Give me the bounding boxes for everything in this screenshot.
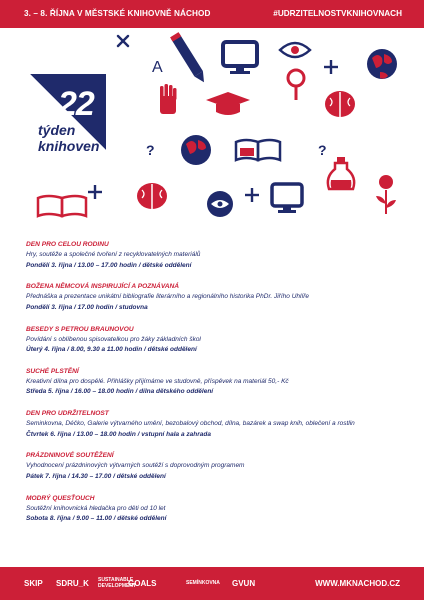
event-title: BESEDY S PETROU BRAUNOVOU [26,325,134,333]
letter-a-icon: A [152,59,163,76]
top-banner [0,0,424,28]
event-item [26,240,406,271]
event-dates: 3. – 8. ŘÍJNA V MĚSTSKÉ KNIHOVNĚ NÁCHOD [24,9,211,18]
event-time: Sobota 8. října / 9.00 – 11.00 / dětské oddělení [26,515,167,523]
globe-icon [367,49,397,79]
event-description: Soutěžní knihovnická hledačka pro děti od 10 let [26,504,166,512]
event-item [26,367,406,398]
event-item [26,494,406,525]
monitor-icon [272,184,302,213]
event-description: Kreativní dílna pro dospělé. Přihlášky přijímáme ve studovně, příspěvek na materiál 50,- Kč [26,377,289,385]
event-description: Seminkovna, Déčko, Galerie výtvarného umění, bezobalový obchod, dílna, bazárek a swap knih, oblečení a rostlin [26,420,355,428]
event-description: Přednáška a prezentace unikátní bibliografie literárního a regionálního historika PhDr. Jiřího Uhlíře [26,293,310,301]
event-title: DEN PRO UDRŽITELNOST [26,410,109,418]
plus-icon [324,60,338,74]
pencil-icon [170,32,208,85]
question-icon: ? [146,142,155,158]
plus-icon [88,185,102,199]
flower-icon [376,175,396,214]
event-time: Čtvrtek 6. října / 13.00 – 18.00 hodin / vstupní hala a zahrada [26,430,211,438]
graduation-cap-icon [206,92,250,115]
event-item [26,451,406,482]
partner-logo-gvun: GVUN [232,579,256,588]
event-title: PRÁZDNINOVÉ SOUTĚŽENÍ [26,452,114,460]
event-list [26,240,406,536]
event-item [26,282,406,313]
hand-icon [160,84,177,114]
globe-icon [181,135,211,165]
plus-icon [245,188,259,202]
partner-logo-sdruk: SDRU_K [56,579,89,588]
event-description: Hry, soutěže a společné tvoření z recyklovatelných materiálů [26,251,201,258]
partner-logo-seminkovna: SEMÍNKOVNA [186,580,220,586]
event-time: Středa 5. října / 16.00 – 18.00 hodin / dílna dětského oddělení [26,388,214,396]
website-link[interactable]: WWW.MKNACHOD.CZ [315,579,400,588]
question-icon: ? [318,142,327,158]
partner-logo-skip: SKIP [24,579,43,588]
eye-icon [207,191,233,217]
event-description: Vyhodnocení prázdninových výtvarných soutěží s doprovodným programem [26,462,245,470]
monitor-icon [223,42,257,74]
event-title: MODRÝ QUESŤOUCH [26,494,95,502]
event-time: Úterý 4. října / 8.00, 9.30 a 11.00 hodin / dětské oddělení [26,346,197,354]
close-icon [118,36,128,46]
logo-text-line2: knihoven [38,138,100,154]
brain-icon [325,91,355,117]
potion-icon [328,157,354,189]
partner-logo-goals: GOALS [128,579,157,588]
event-item [26,325,406,356]
event-title: BOŽENA NĚMCOVÁ INSPIRUJÍCÍ A POZNÁVANÁ [26,283,180,291]
partner-logo-sdg: SUSTAINABLE DEVELOPMENT [98,577,137,589]
open-book-icon [236,140,280,160]
event-title: DEN PRO CELOU RODINU [26,241,109,248]
event-time: Pondělí 3. října / 13.00 – 17.00 hodin / dětské oddělení [26,261,192,269]
hashtag: #UDRZITELNOSTVKNIHOVNACH [273,9,402,18]
event-item [26,409,406,440]
logo-text-line1: týden [38,122,76,138]
eye-icon [280,43,310,57]
brain-icon [137,183,167,209]
logo-number: 22 [58,85,94,123]
event-time: Pátek 7. října / 14.30 – 17.00 / dětské oddělení [26,472,166,480]
event-description: Povídání s oblíbenou spisovatelkou pro žáky základních škol [26,335,201,343]
magnifier-icon [288,70,304,100]
event-time: Pondělí 3. října / 17.00 hodin / studovna [26,303,148,311]
open-book-icon [38,196,86,216]
event-title: SUCHÉ PLSTĚNÍ [26,367,79,375]
footer-banner [0,567,424,600]
